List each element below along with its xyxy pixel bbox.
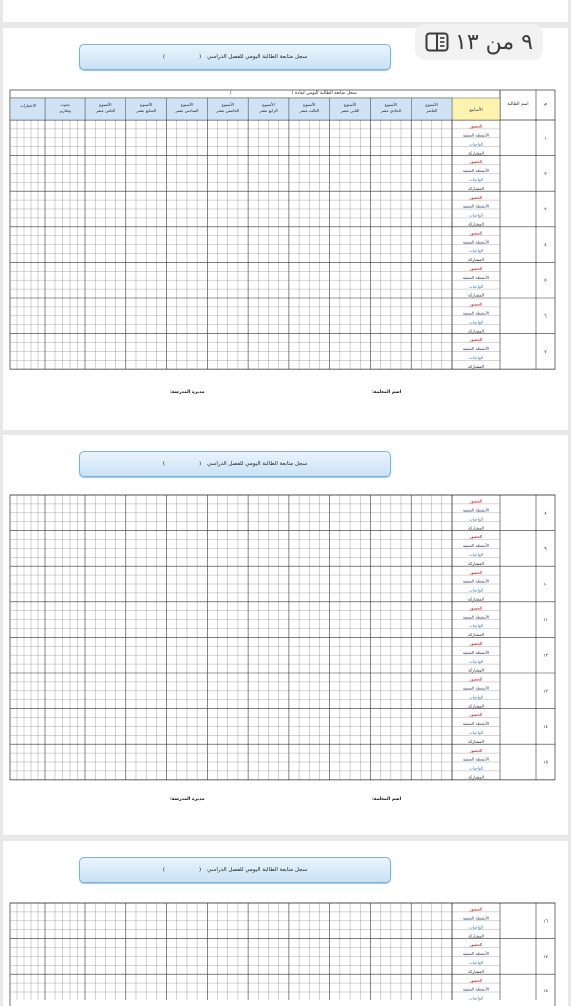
student-number: ١٢ xyxy=(543,653,548,659)
week-header-label: الأسبوع xyxy=(343,102,357,107)
row-category-label: الواجبات xyxy=(468,658,484,664)
row-category-label: الواجبات xyxy=(468,730,484,735)
col-number-header: م xyxy=(544,102,547,107)
teacher-name-label: اسم المعلمة: xyxy=(372,797,402,802)
row-category-label: الأنشطة الصفية xyxy=(462,203,490,209)
row-category-label: الحضور xyxy=(469,337,483,343)
row-category-label: الأنشطة الصفية xyxy=(462,239,490,245)
week-header-label: الأسبوع xyxy=(180,102,194,107)
student-number: ٧ xyxy=(544,349,547,355)
row-category-label: الأنشطة الصفية xyxy=(462,685,490,691)
row-category-label: الحضور xyxy=(469,977,483,983)
row-category-label: الأنشطة الصفية xyxy=(462,915,490,921)
row-category-label: الحضور xyxy=(469,159,483,165)
banner-page-3: سجل متابعة الطالبة اليومي للفصل الدراسي ( ) xyxy=(79,857,391,883)
row-category-label: الأنشطة الصفية xyxy=(462,951,490,957)
row-category-label: الأنشطة الصفية xyxy=(462,756,490,762)
col-weeks-header: الأسابيع xyxy=(469,108,483,113)
row-category-label: المشاركة xyxy=(468,363,484,369)
row-category-label: الحضور xyxy=(469,605,483,611)
student-number: ٥ xyxy=(544,278,547,284)
row-category-label: المشاركة xyxy=(468,221,484,227)
col-research-header: وتقارير xyxy=(59,108,71,113)
row-category-label: الحضور xyxy=(469,534,483,540)
row-category-label: الحضور xyxy=(469,641,483,646)
row-category-label: الأنشطة الصفية xyxy=(462,721,490,727)
row-category-label: الحضور xyxy=(469,194,483,200)
row-category-label: الواجبات xyxy=(468,995,484,1001)
student-number: ١٣ xyxy=(543,689,548,695)
row-category-label: المشاركة xyxy=(468,667,484,673)
row-category-label: الأنشطة الصفية xyxy=(462,507,490,513)
row-category-label: الواجبات xyxy=(468,694,484,700)
row-category-label: الحضور xyxy=(469,230,483,236)
week-header-label: الأسبوع xyxy=(139,102,153,107)
row-category-label: الحضور xyxy=(469,301,483,307)
row-category-label: المشاركة xyxy=(468,703,484,709)
row-category-label: الحضور xyxy=(469,266,483,271)
row-category-label: المشاركة xyxy=(468,774,484,780)
week-header-label: الثالث عشر xyxy=(299,108,319,113)
teacher-name-label: اسم المعلمة: xyxy=(372,390,402,395)
week-header-label: الأسبوع xyxy=(262,102,275,107)
banner-page-1: سجل متابعة الطالبة اليومي للفصل الدراسي ( ) xyxy=(79,44,391,70)
banner-page-2: سجل متابعة الطالبة اليومي للفصل الدراسي ( ) xyxy=(79,451,391,477)
row-category-label: الأنشطة الصفية xyxy=(462,578,490,584)
row-category-label: المشاركة xyxy=(468,933,484,939)
principal-label: مديرة المدرسة: xyxy=(170,390,205,395)
row-category-label: الواجبات xyxy=(468,319,484,325)
student-number: ٣ xyxy=(544,207,547,213)
student-number: ١٦ xyxy=(543,919,548,925)
week-header-label: الأسبوع xyxy=(384,102,398,107)
week-header-label: العاشر xyxy=(426,108,438,113)
row-category-label: الأنشطة الصفية xyxy=(462,986,490,992)
row-category-label: الأنشطة الصفية xyxy=(462,132,490,138)
row-category-label: الواجبات xyxy=(468,623,484,629)
row-category-label: المشاركة xyxy=(468,328,484,334)
row-category-label: الأنشطة الصفية xyxy=(462,543,490,549)
row-category-label: المشاركة xyxy=(468,257,484,263)
row-category-label: الأنشطة الصفية xyxy=(462,310,490,316)
row-category-label: الأنشطة الصفية xyxy=(462,649,490,655)
week-header-label: الأسبوع xyxy=(425,102,438,107)
student-number: ١ xyxy=(544,136,547,142)
row-category-label: الأنشطة الصفية xyxy=(462,168,490,174)
row-category-label: الحضور xyxy=(469,498,483,504)
week-header-label: الأسبوع xyxy=(221,102,234,107)
student-number: ١١ xyxy=(543,618,548,624)
row-category-label: الواجبات xyxy=(468,552,484,557)
row-category-label: الواجبات xyxy=(468,924,484,930)
col-exams-header: الاختبارات xyxy=(19,103,37,108)
row-category-label: الواجبات xyxy=(468,212,484,218)
week-header-label: الرابع عشر xyxy=(259,108,278,113)
row-category-label: الحضور xyxy=(469,906,483,912)
student-number: ٩ xyxy=(544,546,547,552)
row-category-label: الواجبات xyxy=(468,355,484,360)
subject-line: سجل متابعة الطالبة اليومي لمادة () xyxy=(230,91,357,96)
row-category-label: الحضور xyxy=(469,676,483,682)
row-category-label: الواجبات xyxy=(468,248,484,254)
row-category-label: المشاركة xyxy=(468,632,484,638)
week-header-label: السادس عشر xyxy=(175,108,199,113)
row-category-label: المشاركة xyxy=(468,968,484,974)
row-category-label: المشاركة xyxy=(468,560,484,566)
row-category-label: المشاركة xyxy=(468,292,484,298)
row-category-label: الواجبات xyxy=(468,765,484,771)
row-category-label: الحضور xyxy=(469,123,483,129)
row-category-label: الحضور xyxy=(469,569,483,575)
row-category-label: الحضور xyxy=(469,747,483,753)
student-number: ١٤ xyxy=(543,724,548,730)
row-category-label: المشاركة xyxy=(468,525,484,531)
exams-header-cell xyxy=(10,98,45,120)
row-category-label: الواجبات xyxy=(468,587,484,593)
row-category-label: الواجبات xyxy=(468,960,484,965)
week-header-label: الخامس عشر xyxy=(216,108,240,113)
row-category-label: الحضور xyxy=(469,712,483,718)
col-research-header: بحوث xyxy=(60,102,70,107)
row-category-label: الأنشطة الصفية xyxy=(462,274,490,280)
row-category-label: الواجبات xyxy=(468,141,484,147)
row-category-label: المشاركة xyxy=(468,738,484,744)
student-number: ٤ xyxy=(544,243,547,249)
col-student-name-header: اسم الطالبة xyxy=(507,102,529,107)
week-header-label: الثامن عشر xyxy=(95,108,116,113)
student-number: ١٥ xyxy=(543,760,548,766)
page-indicator-text: ٩ من ١٣ xyxy=(455,29,533,55)
row-category-label: المشاركة xyxy=(468,185,484,191)
banner-title: سجل متابعة الطالبة اليومي للفصل الدراسي xyxy=(207,54,308,60)
row-category-label: الواجبات xyxy=(468,516,484,522)
week-header-label: الحادي عشر xyxy=(380,108,402,113)
week-header-label: الأسبوع xyxy=(303,102,316,107)
week-header-label: الأسبوع xyxy=(99,102,112,107)
row-category-label: الأنشطة الصفية xyxy=(462,614,490,620)
student-number: ١٠ xyxy=(543,582,548,588)
row-category-label: الواجبات xyxy=(468,177,484,182)
row-category-label: المشاركة xyxy=(468,596,484,602)
principal-label: مديرة المدرسة: xyxy=(170,797,205,802)
row-category-label: المشاركة xyxy=(468,150,484,156)
row-category-label: الأنشطة الصفية xyxy=(462,346,490,352)
week-header-label: الثاني عشر xyxy=(340,108,360,113)
row-category-label: الواجبات xyxy=(468,283,484,289)
banner-title: سجل متابعة الطالبة اليومي للفصل الدراسي xyxy=(207,867,308,873)
student-number: ٨ xyxy=(544,511,547,517)
student-number: ٢ xyxy=(544,171,547,177)
student-number: ١٨ xyxy=(543,989,548,994)
week-header-label: السابع عشر xyxy=(136,108,157,113)
banner-title: سجل متابعة الطالبة اليومي للفصل الدراسي xyxy=(207,461,308,467)
student-number: ١٧ xyxy=(543,954,548,960)
row-category-label: الحضور xyxy=(469,942,483,948)
student-number: ٦ xyxy=(544,314,547,320)
